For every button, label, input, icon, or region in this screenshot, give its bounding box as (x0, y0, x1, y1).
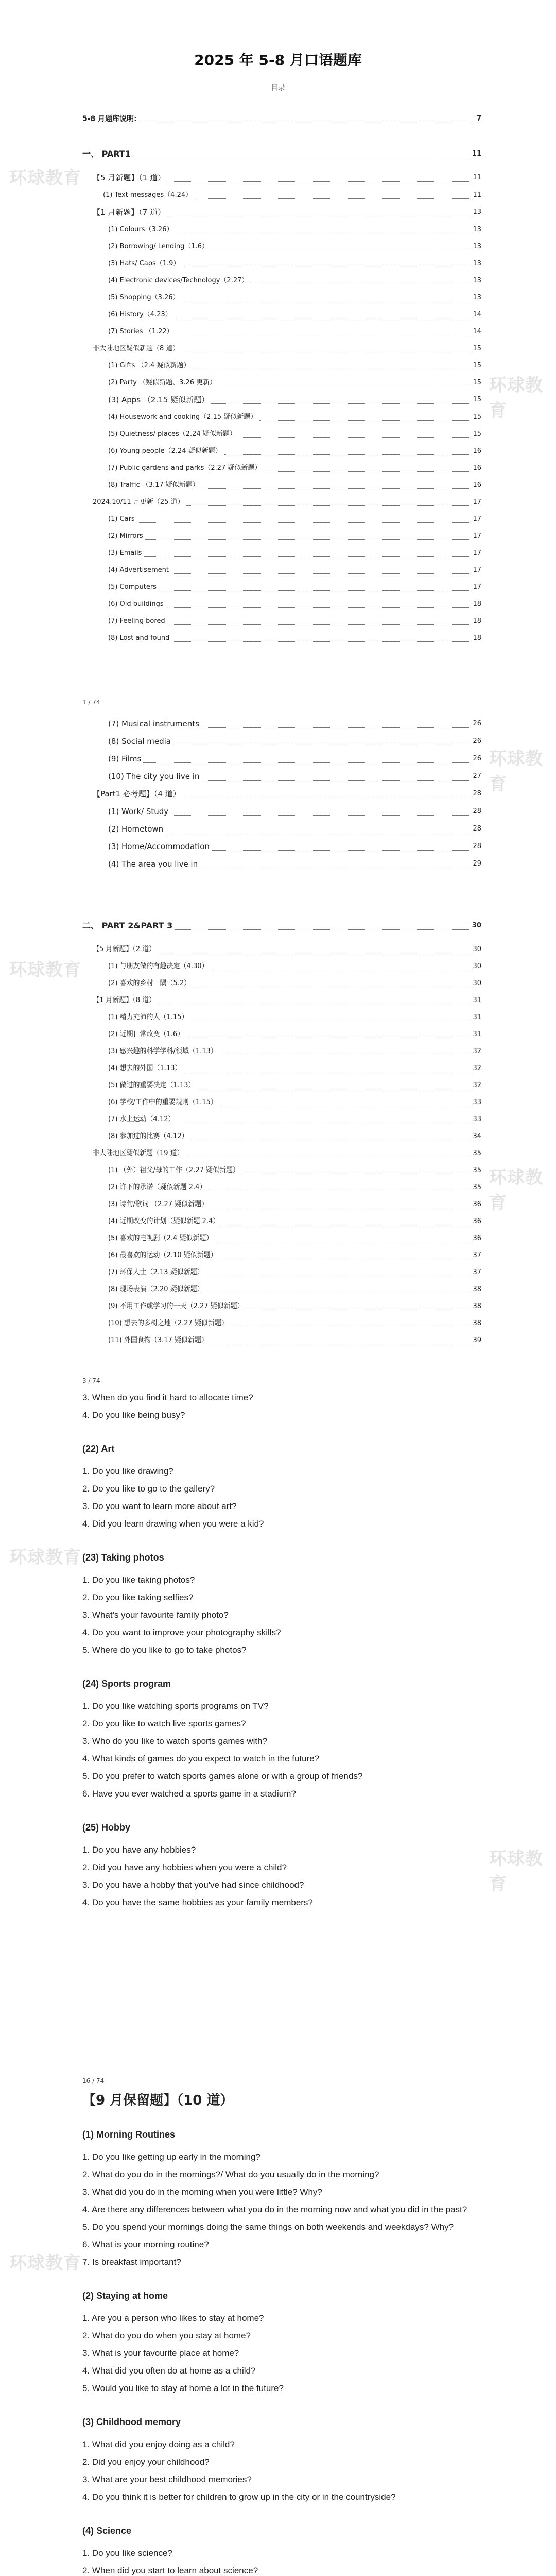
toc-entry-label: (1) Cars (108, 511, 137, 528)
toc-page-number: 11 (471, 187, 481, 204)
question-line: 4. What did you often do at home as a child? (82, 2366, 256, 2376)
toc-entry-label: 一、 PART1 (82, 145, 133, 163)
topic-title: (22) Art (82, 1444, 115, 1454)
toc-entry-label: (6) 最喜欢的运动（2.10 疑似新题） (108, 1247, 219, 1264)
toc-entry-label: (10) 想去的多树之地（2.27 疑似新题） (108, 1315, 230, 1332)
toc-entry[interactable] (0, 1332, 556, 1349)
toc-entry-label: (2) 近期日常改变（1.6） (108, 1026, 186, 1043)
toc-entry-label: 【Part1 必考题】（4 道） (93, 785, 183, 803)
toc-page-number: 15 (471, 426, 481, 443)
toc-page-number: 15 (471, 391, 481, 409)
question-line: 3. What is your favourite place at home? (82, 2348, 239, 2358)
question-line: 3. Do you have a hobby that you've had since childhood? (82, 1880, 304, 1890)
page-number: 1 / 74 (82, 699, 100, 706)
question-line: 5. Do you spend your mornings doing the same things on both weekends and weekdays? Why? (82, 2222, 454, 2232)
toc-entry-label: (7) Feeling bored (108, 613, 167, 630)
toc-entry-label: 【1 月新题】（8 道） (93, 992, 158, 1009)
toc-entry-label: (10) The city you live in (108, 768, 201, 785)
toc-entry-label: (2) Hometown (108, 820, 165, 838)
toc-entry-label: (8) 参加过的比赛（4.12） (108, 1128, 190, 1145)
toc-page-number: 14 (471, 323, 481, 341)
toc-page-number: 34 (471, 1128, 481, 1145)
question-line: 1. Do you like drawing? (82, 1466, 173, 1476)
toc-entry-label: (1) Text messages（4.24） (103, 187, 194, 204)
topic-title: (3) Childhood memory (82, 2417, 181, 2427)
topic-title: (25) Hobby (82, 1822, 131, 1833)
toc-entry-label: (7) Stories （1.22） (108, 323, 176, 341)
question-line: 1. Do you like taking photos? (82, 1575, 195, 1585)
toc-page-number: 15 (471, 340, 481, 358)
toc-page-number: 17 (471, 545, 481, 562)
toc-entry-label: (8) 现场表演（2.20 疑似新题） (108, 1281, 206, 1298)
toc-entry[interactable] (0, 613, 556, 630)
toc-entry-label: (6) Young people（2.24 疑似新题） (108, 443, 224, 460)
toc-leader-dots (108, 522, 481, 523)
toc-entry-label: (4) The area you live in (108, 855, 200, 873)
question-line: 4. Do you want to improve your photography skills? (82, 1628, 281, 1637)
toc-page-number: 32 (471, 1043, 481, 1060)
toc-leader-dots (108, 590, 481, 591)
toc-entry-label: 2024.10/11 月更新（25 道） (93, 494, 186, 511)
toc-entry-label: (5) Computers (108, 579, 159, 596)
toc-page-number: 26 (471, 733, 481, 750)
topic-title: (2) Staying at home (82, 2291, 168, 2301)
question-line: 4. Do you think it is better for children to grow up in the city or in the countryside? (82, 2492, 396, 2502)
toc-page-number: 38 (471, 1298, 481, 1315)
toc-page-number: 18 (471, 613, 481, 630)
toc-entry[interactable] (0, 838, 556, 855)
toc-page-number: 30 (471, 975, 481, 992)
toc-page-number: 30 (470, 917, 481, 935)
toc-page-number: 32 (471, 1077, 481, 1094)
toc-page-number: 38 (471, 1281, 481, 1298)
toc-page-number: 31 (471, 1026, 481, 1043)
toc-page-number: 13 (471, 238, 481, 256)
page-number: 3 / 74 (82, 1377, 100, 1384)
toc-page-number: 32 (471, 1060, 481, 1077)
topic-title: (24) Sports program (82, 1679, 171, 1689)
toc-entry-label: (2) 喜欢的乡村一隅（5.2） (108, 975, 193, 992)
toc-entry[interactable] (0, 733, 556, 750)
toc-entry[interactable] (0, 1128, 556, 1145)
toc-page-number: 38 (471, 1315, 481, 1332)
question-line: 5. Would you like to stay at home a lot in the future? (82, 2383, 284, 2393)
toc-page-number: 33 (471, 1094, 481, 1111)
toc-entry[interactable] (0, 1060, 556, 1077)
question-line: 3. Who do you like to watch sports games with? (82, 1736, 268, 1746)
toc-entry[interactable] (0, 110, 556, 128)
question-line: 1. Do you like science? (82, 2548, 172, 2558)
toc-leader-dots (108, 539, 481, 540)
toc-page-number: 28 (471, 785, 481, 803)
toc-page-number: 17 (471, 494, 481, 511)
watermark: 环球教育 (9, 2253, 81, 2273)
question-line: 3. What did you do in the morning when you were little? Why? (82, 2187, 322, 2197)
toc-page-number: 26 (471, 750, 481, 768)
toc-entry[interactable] (0, 306, 556, 323)
toc-entry[interactable] (0, 272, 556, 289)
toc-page-number: 30 (471, 958, 481, 975)
toc-entry-label: 非大陆地区疑似新题（19 道） (93, 1145, 186, 1162)
toc-entry-label: (2) 许下的承诺（疑似新题 2.4） (108, 1179, 208, 1196)
toc-page-number: 13 (471, 289, 481, 307)
toc-page-number: 13 (471, 221, 481, 239)
toc-entry-label: (7) Musical instruments (108, 715, 201, 733)
question-line: 3. When do you find it hard to allocate time? (82, 1393, 253, 1402)
toc-entry[interactable] (0, 374, 556, 391)
toc-entry[interactable] (0, 289, 556, 306)
toc-entry-label: (1) Colours（3.26） (108, 221, 175, 239)
toc-entry[interactable] (0, 579, 556, 596)
toc-entry-label: (9) Films (108, 750, 143, 768)
question-line: 3. Do you want to learn more about art? (82, 1501, 237, 1511)
question-line: 2. Did you have any hobbies when you were a child? (82, 1862, 287, 1872)
toc-entry-label: 非大陆地区疑似新题（8 道） (93, 340, 181, 358)
toc-entry-label: 二、 PART 2&PART 3 (82, 917, 175, 935)
toc-entry[interactable] (0, 1196, 556, 1213)
toc-page-number: 18 (471, 630, 481, 647)
toc-entry[interactable] (0, 1298, 556, 1315)
toc-page-number: 31 (471, 1009, 481, 1026)
toc-page-number: 26 (471, 715, 481, 733)
toc-entry-label: (7) 环保人士（2.13 疑似新题） (108, 1264, 206, 1281)
toc-page-number: 33 (471, 1111, 481, 1128)
question-block (82, 2090, 474, 2576)
question-line: 3. What are your best childhood memories? (82, 2475, 252, 2484)
watermark: 环球教育 (9, 168, 81, 188)
toc-entry[interactable] (0, 803, 556, 820)
watermark: 环球教育 (9, 960, 81, 980)
toc-page-number: 27 (471, 768, 481, 785)
question-line: 2. Do you like taking selfies? (82, 1592, 194, 1602)
toc-entry-label: (1) Gifts （2.4 疑似新题） (108, 357, 192, 375)
toc-entry-label: (1) 精力充沛的人（1.15） (108, 1009, 190, 1026)
toc-entry[interactable] (0, 1281, 556, 1298)
toc-page-number: 28 (471, 820, 481, 838)
toc-page-number: 37 (471, 1264, 481, 1281)
toc-entry[interactable] (0, 477, 556, 494)
toc-page-number: 39 (471, 1332, 481, 1349)
question-line: 6. What is your morning routine? (82, 2240, 209, 2249)
question-line: 1. Are you a person who likes to stay at home? (82, 2313, 264, 2323)
toc-page-number: 7 (475, 110, 481, 128)
toc-entry-label: (2) Mirrors (108, 528, 145, 545)
toc-page-number: 18 (471, 596, 481, 613)
toc-section (0, 715, 556, 873)
watermark: 环球教育 (489, 376, 543, 420)
toc-page-number: 13 (471, 272, 481, 290)
toc-section (0, 906, 556, 1349)
toc-entry[interactable] (0, 785, 556, 803)
question-line: 3. What's your favourite family photo? (82, 1610, 229, 1620)
toc-entry[interactable] (0, 460, 556, 477)
toc-entry[interactable] (0, 357, 556, 374)
toc-entry-label: (3) 诗句/歌词 （2.27 疑似新题） (108, 1196, 210, 1213)
toc-entry-label: 【5 月新题】（2 道） (93, 941, 158, 958)
toc-entry-label: (6) History（4.23） (108, 306, 174, 324)
toc-page-number: 35 (471, 1145, 481, 1162)
toc-entry-label: (6) 学校/工作中的重要规则（1.15） (108, 1094, 219, 1111)
toc-entry[interactable] (0, 1247, 556, 1264)
question-block (82, 1389, 474, 1931)
question-line: 1. Do you like getting up early in the morning? (82, 2152, 260, 2162)
toc-entry[interactable] (0, 562, 556, 579)
toc-entry-label: (5) 喜欢的电视剧（2.4 疑似新题） (108, 1230, 215, 1247)
toc-entry-label: (9) 不用工作或学习的一天（2.27 疑似新题） (108, 1298, 246, 1315)
toc-page-number: 15 (471, 357, 481, 375)
toc-entry[interactable] (0, 1043, 556, 1060)
toc-leader-dots (108, 762, 481, 763)
toc-page-number: 30 (471, 941, 481, 958)
toc-page-number: 13 (471, 204, 481, 221)
topic-title: (1) Morning Routines (82, 2129, 175, 2140)
toc-entry[interactable] (0, 391, 556, 409)
toc-entry[interactable] (0, 1077, 556, 1094)
toc-entry[interactable] (0, 958, 556, 975)
watermark: 环球教育 (489, 1168, 543, 1213)
toc-page-number: 28 (471, 803, 481, 820)
toc-page-number: 11 (471, 169, 481, 187)
toc-entry[interactable] (0, 323, 556, 340)
toc-entry-label: (5) 做过的重要决定（1.13） (108, 1077, 197, 1094)
toc-entry[interactable] (0, 528, 556, 545)
toc-entry-label: 【5 月新题】（1 道） (93, 169, 167, 187)
toc-page-number: 17 (471, 528, 481, 545)
question-line: 4. Do you like being busy? (82, 1410, 185, 1420)
toc-page-number: 15 (471, 409, 481, 426)
question-line: 1. Do you like watching sports programs on TV? (82, 1701, 269, 1711)
toc-entry[interactable] (0, 1094, 556, 1111)
toc-entry[interactable] (0, 855, 556, 873)
toc-entry[interactable] (0, 750, 556, 768)
toc-entry[interactable] (0, 715, 556, 733)
toc-entry-label: (3) Apps （2.15 疑似新题） (108, 391, 211, 409)
toc-entry[interactable] (0, 992, 556, 1009)
toc-entry-label: (7) Public gardens and parks（2.27 疑似新题） (108, 460, 263, 477)
toc-page-number: 17 (471, 579, 481, 596)
toc-page-number: 35 (471, 1179, 481, 1196)
toc-entry[interactable] (0, 1145, 556, 1162)
question-line: 2. Do you like to go to the gallery? (82, 1484, 215, 1494)
toc-entry-label: (1) Work/ Study (108, 803, 170, 820)
toc-page-number: 16 (471, 477, 481, 494)
toc-entry-label: (4) 近期改变的计划（疑似新题 2.4） (108, 1213, 221, 1230)
toc-page-number: 17 (471, 511, 481, 528)
toc-entry-label: (3) 感兴趣的科学学科/领域（1.13） (108, 1043, 219, 1060)
watermark: 环球教育 (489, 749, 543, 794)
question-line: 5. Where do you like to go to take photos? (82, 1645, 247, 1655)
toc-entry-label: (3) Home/Accommodation (108, 838, 212, 855)
toc-entry[interactable] (0, 1213, 556, 1230)
question-line: 7. Is breakfast important? (82, 2257, 181, 2267)
toc-entry[interactable] (0, 975, 556, 992)
toc-entry-label: (1) 与朋友做的有趣决定（4.30） (108, 958, 211, 975)
question-line: 2. What do you do when you stay at home? (82, 2331, 251, 2341)
toc-entry-label: 5-8 月题库说明: (82, 110, 139, 128)
question-line: 4. Are there any differences between what you do in the morning now and what you did in the past? (82, 2205, 467, 2214)
toc-entry[interactable] (0, 187, 556, 204)
toc-entry-label: (4) 想去的外国（1.13） (108, 1060, 184, 1077)
toc-entry[interactable] (0, 238, 556, 255)
toc-entry[interactable] (0, 941, 556, 958)
toc-entry-label: (1) （外）祖父/母的工作（2.27 疑似新题） (108, 1162, 241, 1179)
question-line: 4. Do you have the same hobbies as your family members? (82, 1897, 313, 1907)
toc-entry-label: (3) Emails (108, 545, 144, 562)
watermark: 环球教育 (9, 1548, 81, 1567)
page-number: 16 / 74 (82, 2077, 105, 2084)
toc-entry[interactable] (0, 511, 556, 528)
toc-page-number: 29 (471, 855, 481, 873)
toc-entry-label: (7) 水上运动（4.12） (108, 1111, 177, 1128)
toc-entry-label: (4) Electronic devices/Technology（2.27） (108, 272, 250, 290)
toc-entry[interactable] (0, 768, 556, 785)
toc-entry[interactable] (0, 1264, 556, 1281)
toc-entry-label: (4) Housework and cooking（2.15 疑似新题） (108, 409, 259, 426)
question-line: 2. When did you start to learn about science? (82, 2566, 258, 2575)
toc-entry[interactable] (0, 1315, 556, 1332)
section-heading: 【9 月保留题】（10 道） (82, 2093, 234, 2108)
toc-entry[interactable] (0, 221, 556, 238)
topic-title: (23) Taking photos (82, 1552, 164, 1563)
toc-entry-label: (8) Lost and found (108, 630, 171, 647)
toc-entry[interactable] (0, 917, 556, 935)
toc-page-number: 13 (471, 255, 481, 273)
toc-page-number: 15 (471, 374, 481, 392)
toc-entry-label: (3) Hats/ Caps（1.9） (108, 255, 182, 273)
question-line: 1. What did you enjoy doing as a child? (82, 2439, 235, 2449)
toc-entry[interactable] (0, 169, 556, 187)
toc-entry-label: (4) Advertisement (108, 562, 171, 579)
toc-page-number: 16 (471, 460, 481, 477)
toc-page-number: 36 (471, 1196, 481, 1213)
toc-entry-label: (8) Traffic （3.17 疑似新题） (108, 477, 201, 494)
toc-entry[interactable] (0, 145, 556, 163)
toc-subtitle: 目录 (271, 84, 285, 92)
toc-entry[interactable] (0, 596, 556, 613)
toc-leader-dots (108, 556, 481, 557)
watermark: 环球教育 (489, 1849, 543, 1894)
toc-entry-label: 【1 月新题】（7 道） (93, 204, 167, 221)
toc-entry-label: (5) Shopping（3.26） (108, 289, 182, 307)
toc-page-number: 17 (471, 562, 481, 579)
question-line: 5. Do you prefer to watch sports games alone or with a group of friends? (82, 1771, 363, 1781)
toc-entry-label: (6) Old buildings (108, 596, 166, 613)
toc-entry[interactable] (0, 820, 556, 838)
toc-entry[interactable] (0, 1026, 556, 1043)
toc-entry[interactable] (0, 494, 556, 511)
toc-entry[interactable] (0, 1111, 556, 1128)
question-line: 2. Did you enjoy your childhood? (82, 2457, 210, 2467)
toc-entry-label: (2) Borrowing/ Lending（1.6） (108, 238, 211, 256)
toc-entry[interactable] (0, 255, 556, 272)
toc-page-number: 11 (470, 145, 481, 163)
toc-entry-label: (8) Social media (108, 733, 173, 750)
topic-title: (4) Science (82, 2526, 132, 2536)
question-line: 2. Do you like to watch live sports games? (82, 1719, 246, 1728)
toc-page-number: 36 (471, 1213, 481, 1230)
toc-page-number: 16 (471, 443, 481, 460)
question-line: 2. What do you do in the mornings?/ What do you usually do in the morning? (82, 2170, 379, 2179)
toc-entry-label: (2) Party （疑似新题、3.26 更新） (108, 374, 218, 392)
toc-entry[interactable] (0, 1230, 556, 1247)
question-line: 6. Have you ever watched a sports game in a stadium? (82, 1789, 296, 1799)
toc-entry[interactable] (0, 545, 556, 562)
question-line: 4. Did you learn drawing when you were a kid? (82, 1519, 264, 1529)
toc-page-number: 28 (471, 838, 481, 855)
toc-entry-label: (5) Quietness/ places（2.24 疑似新题） (108, 426, 238, 443)
toc-section (0, 110, 556, 647)
toc-entry[interactable] (0, 630, 556, 647)
toc-page-number: 37 (471, 1247, 481, 1264)
toc-page-number: 31 (471, 992, 481, 1009)
toc-entry[interactable] (0, 204, 556, 221)
question-line: 1. Do you have any hobbies? (82, 1845, 196, 1855)
question-line: 4. What kinds of games do you expect to watch in the future? (82, 1754, 320, 1764)
document-title: 2025 年 5-8 月口语题库 (194, 52, 362, 69)
toc-page-number: 14 (471, 306, 481, 324)
toc-entry[interactable] (0, 443, 556, 460)
toc-entry[interactable] (0, 1162, 556, 1179)
toc-entry[interactable] (0, 1179, 556, 1196)
toc-entry[interactable] (0, 409, 556, 426)
toc-entry-label: (11) 外国食物（3.17 疑似新题） (108, 1332, 210, 1349)
toc-entry[interactable] (0, 426, 556, 443)
toc-page-number: 35 (471, 1162, 481, 1179)
toc-page-number: 36 (471, 1230, 481, 1247)
toc-entry[interactable] (0, 1009, 556, 1026)
toc-entry[interactable] (0, 340, 556, 357)
